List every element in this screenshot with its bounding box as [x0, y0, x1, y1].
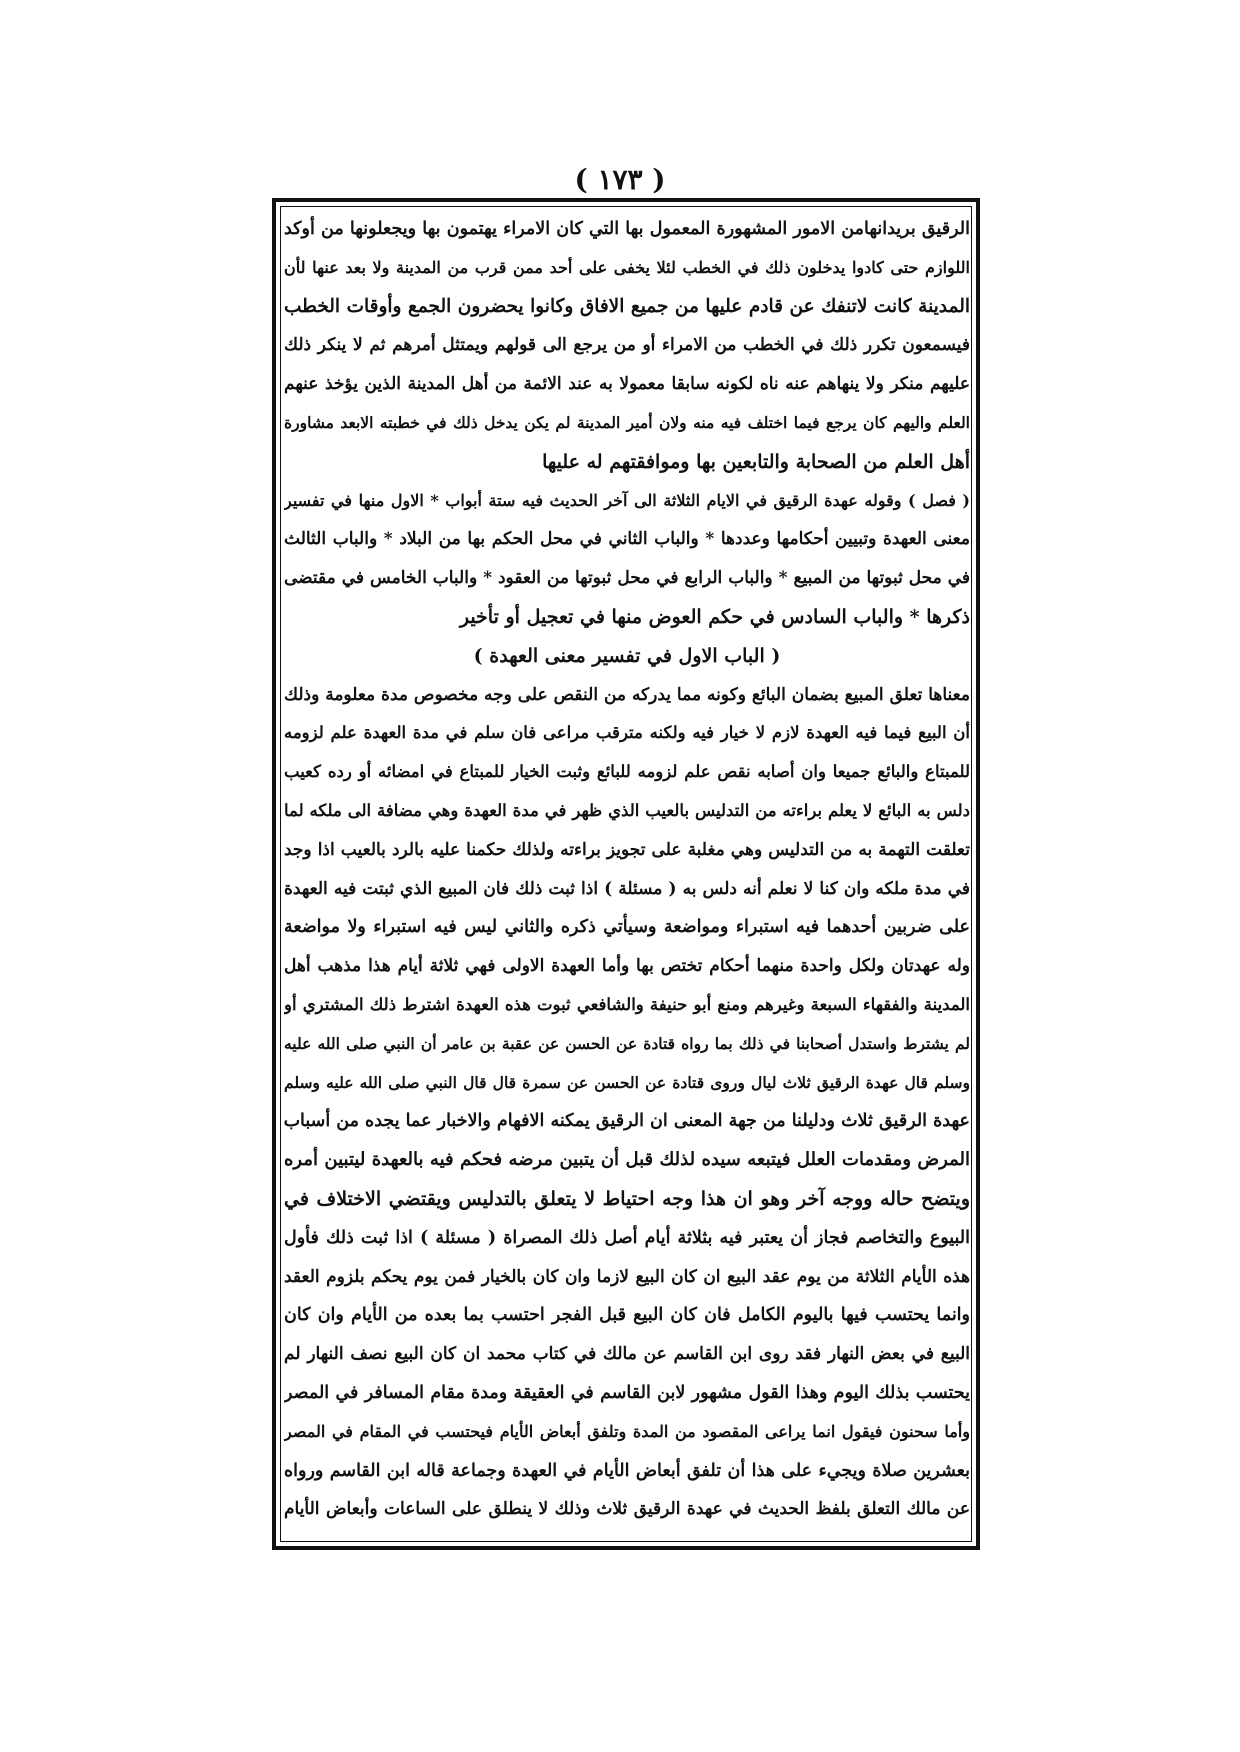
text-line: في مدة ملكه وان كنا لا نعلم أنه دلس به ( مسئلة ) اذا ثبت ذلك فان المبيع الذي ثبتت فيه العهدة	[284, 878, 970, 899]
text-body	[284, 210, 970, 1540]
text-line: وله عهدتان ولكل واحدة منهما أحكام تختص بها وأما العهدة الاولى فهي ثلاثة أيام هذا مذهب أهل	[284, 956, 970, 977]
text-line: تعلقت التهمة به من التدليس وهي مغلبة على تجويز براءته ولذلك حكمنا عليه بالرد بالعيب اذا وجد	[284, 839, 970, 860]
text-line: عليهم منكر ولا ينهاهم عنه ناه لكونه سابقا معمولا به عند الائمة من أهل المدينة الذين يؤخذ عنهم	[284, 374, 970, 395]
text-line: ذكرها * والباب السادس في حكم العوض منها في تعجيل أو تأخير	[459, 605, 970, 628]
text-line: يحتسب بذلك اليوم وهذا القول مشهور لابن القاسم في العقيقة ومدة مقام المسافر في المصر	[284, 1382, 970, 1403]
text-line: المدينة والفقهاء السبعة وغيرهم ومنع أبو حنيفة والشافعي ثبوت هذه العهدة اشترط ذلك المشتري أو	[284, 994, 970, 1014]
text-line: البيع في بعض النهار فقد روى ابن القاسم عن مالك في كتاب محمد ان كان البيع نصف النهار لم	[284, 1344, 970, 1365]
text-line: المرض ومقدمات العلل فيتبعه سيده لذلك قبل أن يتبين مرضه فحكم فيه بالعهدة ليتبين أمره	[284, 1149, 970, 1171]
text-line: المدينة كانت لاتنفك عن قادم عليها من جميع الافاق وكانوا يحضرون الجمع وأوقات الخطب	[284, 295, 970, 317]
text-line: ( فصل ) وقوله عهدة الرقيق في الايام الثلاثة الى آخر الحديث فيه ستة أبواب * الاول منها في تفسير	[284, 490, 970, 510]
text-line: البيوع والتخاصم فجاز أن يعتبر فيه بثلاثة أيام أصل ذلك المصراة ( مسئلة ) اذا ثبت ذلك فأول	[284, 1227, 970, 1248]
text-line: معنى العهدة وتبيين أحكامها وعددها * والباب الثاني في محل الحكم بها من البلاد * والباب الثالث	[284, 529, 970, 550]
text-line: اللوازم حتى كادوا يدخلون ذلك في الخطب لئلا يخفى على أحد ممن قرب من المدينة ولا بعد عنها لأن	[284, 257, 970, 277]
text-line: العلم واليهم كان يرجع فيما اختلف فيه منه ولان أمير المدينة لم يكن يدخل ذلك في خطبته الابعد مشاورة	[284, 412, 970, 432]
text-line: أن البيع فيما فيه العهدة لازم لا خيار فيه ولكنه مترقب مراعى فان سلم في مدة العهدة علم لزومه	[284, 723, 970, 743]
text-line: وسلم قال عهدة الرقيق ثلاث ليال وروى قتادة عن الحسن عن سمرة قال قال النبي صلى الله عليه وسلم	[284, 1072, 970, 1092]
section-heading: ( الباب الاول في تفسير معنى العهدة )	[473, 644, 781, 667]
text-line: على ضربين أحدهما فيه استبراء ومواضعة وسيأتي ذكره والثاني ليس فيه استبراء ولا مواضعة	[284, 917, 970, 938]
text-line: ويتضح حاله ووجه آخر وهو ان هذا وجه احتياط لا يتعلق بالتدليس ويقتضي الاختلاف في	[284, 1187, 970, 1210]
text-line: هذه الأيام الثلاثة من يوم عقد البيع ان كان البيع لازما وان كان بالخيار فمن يوم يحكم بلزوم العقد	[284, 1266, 970, 1287]
text-line: عن مالك التعلق بلفظ الحديث في عهدة الرقيق ثلاث وذلك لا ينطلق على الساعات وأبعاض الأيام	[284, 1499, 970, 1520]
text-line: وأما سحنون فيقول انما يراعى المقصود من المدة وتلفق أبعاض الأيام فيحتسب في المقام في المصر	[284, 1421, 970, 1441]
text-line: أهل العلم من الصحابة والتابعين بها وموافقتهم له عليها	[542, 450, 970, 473]
text-line: بعشرين صلاة ويجيء على هذا أن تلفق أبعاض الأيام في العهدة وجماعة قاله ابن القاسم ورواه	[284, 1460, 970, 1481]
text-line: فيسمعون تكرر ذلك في الخطب من الامراء أو من يرجع الى قولهم ويمتثل أمرهم ثم لا ينكر ذلك	[284, 335, 970, 356]
text-line: الرقيق بريدانهامن الامور المشهورة المعمول بها التي كان الامراء يهتمون بها ويجعلونها من أوكد	[284, 219, 970, 239]
text-line: للمبتاع والبائع جميعا وان أصابه نقص علم لزومه للبائع وثبت الخيار للمبتاع في امضائه أو رده كعيب	[284, 762, 970, 782]
text-line: عهدة الرقيق ثلاث ودليلنا من جهة المعنى ان الرقيق يمكنه الافهام والاخبار عما يجده من أسباب	[284, 1111, 970, 1132]
text-line: لم يشترط واستدل أصحابنا في ذلك بما رواه قتادة عن الحسن عن عقبة بن عامر أن النبي صلى الله عليه	[284, 1033, 970, 1053]
text-line: معناها تعلق المبيع بضمان البائع وكونه مما يدركه من النقص على وجه مخصوص مدة معلومة وذلك	[284, 684, 970, 705]
text-line: وانما يحتسب فيها باليوم الكامل فان كان البيع قبل الفجر احتسب بما بعده من الأيام وان كان	[284, 1305, 970, 1326]
page-number: ( ١٧٣ )	[574, 163, 666, 196]
text-line: في محل ثبوتها من المبيع * والباب الرابع في محل ثبوتها من العقود * والباب الخامس في مقتضى	[284, 568, 970, 589]
text-line: دلس به البائع لا يعلم براءته من التدليس بالعيب الذي ظهر في مدة العهدة وهي مضافة الى ملكه لما	[284, 800, 970, 820]
